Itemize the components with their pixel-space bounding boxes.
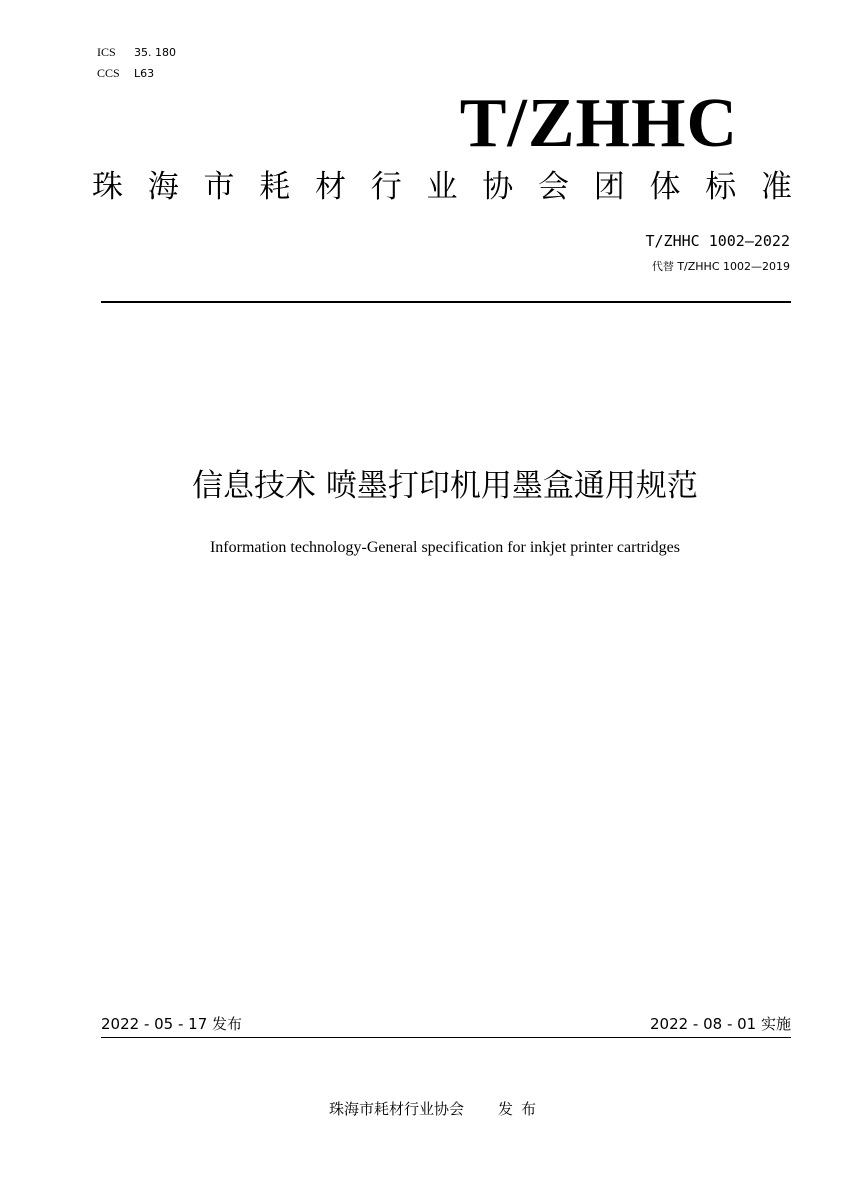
org-title-char: 团 — [593, 169, 625, 205]
header-divider — [101, 301, 791, 303]
ccs-label: CCS — [97, 66, 120, 80]
org-title-char: 协 — [482, 169, 514, 205]
classification-codes — [97, 42, 176, 84]
ics-value: 35. 180 — [134, 46, 176, 59]
org-title-char: 市 — [203, 169, 235, 205]
document-title-english: Information technology-General specification for inkjet printer cartridges — [209, 539, 681, 556]
publisher-action: 发布 — [498, 1100, 545, 1118]
standard-logo: T/ZHHC — [459, 85, 738, 162]
implementation-date: 2022 - 08 - 01 实施 — [649, 1015, 791, 1033]
publisher-name: 珠海市耗材行业协会 — [328, 1100, 464, 1118]
org-title-char: 会 — [538, 169, 569, 205]
org-title-char: 体 — [649, 169, 681, 205]
org-title-char: 业 — [426, 169, 458, 205]
organization-title — [92, 165, 792, 209]
org-title-char: 海 — [147, 169, 179, 205]
issue-date: 2022 - 05 - 17 发布 — [101, 1015, 243, 1033]
ccs-value: L63 — [134, 67, 155, 80]
org-title-char: 准 — [761, 169, 792, 205]
org-title-char: 珠 — [92, 169, 123, 205]
org-title-char: 耗 — [259, 169, 291, 205]
ccs-row — [97, 63, 176, 84]
publisher-line — [0, 1097, 850, 1121]
org-title-char: 行 — [370, 169, 402, 205]
document-title-chinese: 信息技术 喷墨打印机用墨盒通用规范 — [192, 468, 698, 504]
replaces-standard: 代替 T/ZHHC 1002—2019 — [651, 260, 790, 273]
footer-divider — [101, 1037, 791, 1038]
org-title-char: 材 — [315, 169, 346, 205]
ics-row — [97, 42, 176, 63]
org-title-char: 标 — [705, 169, 737, 205]
standard-number: T/ZHHC 1002—2022 — [645, 232, 790, 250]
ics-label: ICS — [97, 45, 116, 59]
